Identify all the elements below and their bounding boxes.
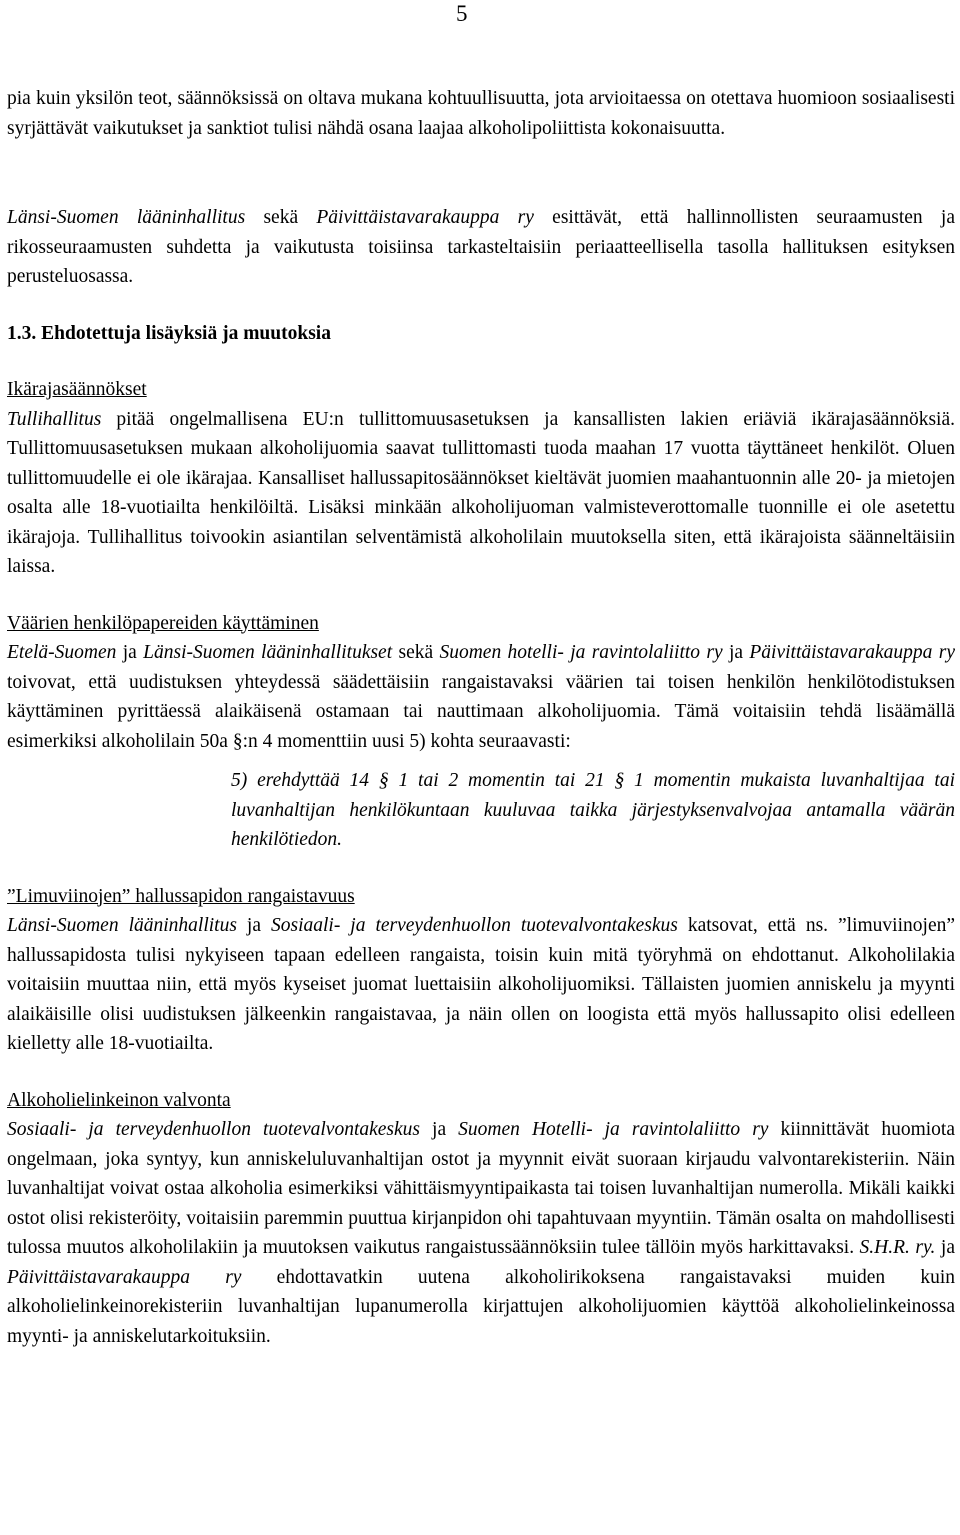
subheading-limu: ”Limuviinojen” hallussapidon rangaistavuus bbox=[7, 885, 355, 907]
org-name: Länsi-Suomen lääninhallitus bbox=[7, 915, 237, 936]
subheading-false-papers: Väärien henkilöpapereiden käyttäminen bbox=[7, 612, 319, 634]
age-limits-paragraph bbox=[7, 405, 955, 582]
intro-paragraph: pia kuin yksilön teot, säännöksissä on oltava mukana kohtuullisuutta, jota arvioitaessa on otettava huomioon sosiaalisesti syrjättävät vaikutukset ja sanktiot tulisi nähdä osana laajaa alkoholipoliittista kokonaisuutta. bbox=[7, 88, 955, 139]
paragraph-text: ja bbox=[935, 1237, 955, 1258]
org-name: Sosiaali- ja terveydenhuollon tuotevalvontakeskus bbox=[7, 1119, 421, 1140]
subheading-supervision: Alkoholielinkeinon valvonta bbox=[7, 1089, 231, 1111]
paragraph-text: sekä bbox=[245, 207, 317, 228]
org-name: Päivittäistavarakauppa ry bbox=[749, 642, 956, 663]
paragraph-text: toivovat, että uudistuksen yhteydessä säädettäisiin rangaistavaksi väärien tai toisen henkilön henkilötodistuksen käyttäminen pyrittäessä alaikäisenä ostamaan tai nauttimaan alkoholijuomia. Tämä voitaisiin tehdä lisäämällä esimerkiksi alkoholilain 50a §:n 4 momenttiin uusi 5) kohta seuraavasti: bbox=[7, 671, 955, 752]
paragraph-text: kiinnittävät huomiota ongelmaan, joka syntyy, kun anniskeluluvanhaltijan ostot ja myynnit eivät suoraan kirjaudu valvontarekisteriin. Näin luvanhaltijat voivat ostaa alkoholia esimerkiksi vähittäismyyntipaikasta tai toisen luvanhaltijan numerolla. Mikäli kaikki ostot olisi rekisteröity, voitaisiin paremmin puuttua kirjanpidon ohi tapahtuvaan myyntiin. Tämän osalta on mahdollisesti tulossa muutos alkoholilakiin ja muutoksen vaikutus rangaistussäännöksiin tulee tällöin myös harkittavaksi. bbox=[7, 1119, 955, 1258]
section-heading: 1.3. Ehdotettuja lisäyksiä ja muutoksia bbox=[7, 322, 331, 344]
false-papers-paragraph bbox=[7, 638, 955, 756]
limu-paragraph bbox=[7, 911, 955, 1059]
paragraph-text: sekä bbox=[392, 642, 440, 663]
paragraph-text: ja bbox=[116, 642, 144, 663]
org-name: Suomen Hotelli- ja ravintolaliitto ry bbox=[458, 1119, 769, 1140]
org-name: Suomen hotelli- ja ravintolaliitto ry bbox=[439, 642, 723, 663]
org-name: Länsi-Suomen lääninhallitukset bbox=[143, 642, 393, 663]
org-name: Tullihallitus bbox=[7, 408, 102, 430]
org-name: Etelä-Suomen bbox=[7, 642, 117, 663]
proposed-clause-quote: 5) erehdyttää 14 § 1 tai 2 momentin tai 21 § 1 momentin mukaista luvanhaltijaa tai luvanhaltijan henkilökuntaan kuuluvaa taikka järjestyksenvalvojaa antamalla väärän henkilötiedon. bbox=[231, 770, 955, 850]
document-body bbox=[7, 84, 955, 1351]
org-name: Sosiaali- ja terveydenhuollon tuotevalvontakeskus bbox=[270, 915, 678, 936]
page-number: 5 bbox=[456, 1, 468, 26]
paragraph-text: katsovat, että ns. ”limuviinojen” hallussapidosta tulisi nykyiseen tapaan edelleen rangaista, toisin kuin mitä työryhmä on ehdottanut. Alkoholilakia voitaisiin muuttaa niin, että myös kyseiset juomat luettaisiin alkoholijuomiksi. Tällaisten juomien anniskelu ja myynti alaikäisille olisi uudistuksen jälkeenkin rangaistavaa, ja näin ollen on loogista että myös hallussapito olisi edelleen kielletty alle 18-vuotiailta. bbox=[7, 915, 955, 1054]
subheading-age-limits: Ikärajasäännökset bbox=[7, 379, 147, 400]
paragraph-text: ja bbox=[722, 642, 750, 663]
supervision-paragraph bbox=[7, 1115, 955, 1351]
paragraph-text: ja bbox=[236, 915, 271, 936]
org-name: Päivittäistavarakauppa ry bbox=[316, 207, 534, 228]
org-name: Päivittäistavarakauppa ry bbox=[7, 1266, 242, 1288]
paragraph-text: ja bbox=[420, 1119, 459, 1140]
org-name: Länsi-Suomen lääninhallitus bbox=[7, 207, 246, 228]
statement-paragraph bbox=[7, 203, 955, 292]
paragraph-text: esittävät, että hallinnollisten seuraamusten ja rikosseuraamusten suhdetta ja vaikutusta toisiinsa tarkasteltaisiin periaatteellisella tasolla hallituksen esityksen perusteluosassa. bbox=[7, 207, 955, 287]
org-name: S.H.R. ry. bbox=[859, 1237, 936, 1258]
paragraph-text: ehdottavatkin uutena alkoholirikoksena rangaistavaksi muiden kuin alkoholielinkeinorekisteriin luvanhaltijan lupanumerolla kirjattujen alkoholijuomien käyttöä alkoholielinkeinossa myynti- ja anniskelutarkoituksiin. bbox=[7, 1266, 955, 1347]
paragraph-text: pitää ongelmallisena EU:n tullittomuusasetuksen ja kansallisten lakien eriäviä ikärajasäännöksiä. Tullittomuusasetuksen mukaan alkoholijuomia saavat tullittomasti tuoda maahan 17 vuotta täyttäneet henkilöt. Oluen tullittomuudelle ei ole ikärajaa. Kansalliset hallussapitosäännökset kieltävät juomien maahantuonnin alle 20- ja mietojen osalta alle 18-vuotiailta henkilöiltä. Lisäksi minkään alkoholijuoman valmisteverottomalle tuonnille ei ole asetettu ikärajoja. Tullihallitus toivookin asiantilan selventämistä alkoholilain muutoksella siten, että ikärajoista säänneltäisiin laissa. bbox=[7, 408, 955, 577]
